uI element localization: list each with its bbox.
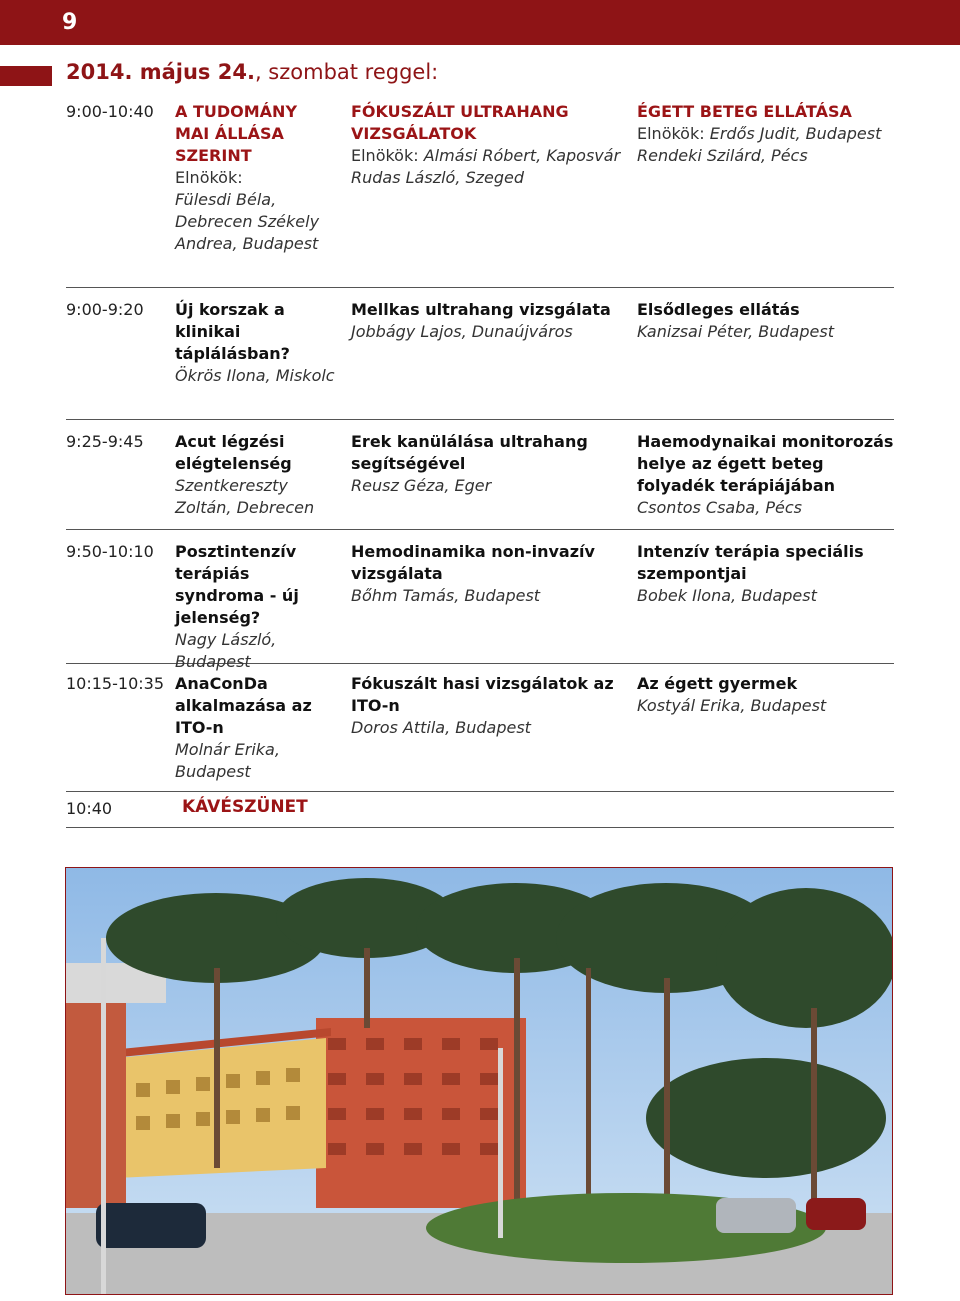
session-cell <box>175 101 335 255</box>
talk-cell <box>351 673 631 739</box>
session-cell <box>351 101 631 189</box>
divider <box>66 827 894 828</box>
talk-cell <box>351 541 631 607</box>
chairs-label: Elnökök: <box>175 168 243 187</box>
row-time: 9:00-10:40 <box>66 102 154 121</box>
speaker: Csontos Csaba, Pécs <box>637 498 802 517</box>
row-time: 9:50-10:10 <box>66 542 154 561</box>
session-title: FÓKUSZÁLT ULTRAHANG VIZSGÁLATOK <box>351 102 569 143</box>
chairs-names: Fülesdi Béla, Debrecen Székely Andrea, Budapest <box>175 190 320 253</box>
talk-title: Haemodynaikai monitorozás helye az égett beteg folyadék terápiájában <box>637 432 894 495</box>
talk-cell <box>637 431 897 519</box>
session-title: A TUDOMÁNY MAI ÁLLÁSA SZERINT <box>175 102 298 165</box>
hotel-photo <box>65 867 893 1295</box>
date-heading <box>66 60 438 84</box>
speaker: Kostyál Erika, Budapest <box>637 696 827 715</box>
speaker: Reusz Géza, Eger <box>351 476 492 495</box>
pause-label: KÁVÉSZÜNET <box>182 797 308 817</box>
schedule-row <box>66 299 894 420</box>
talk-cell <box>637 541 897 607</box>
chairs-label: Elnökök: <box>351 146 419 165</box>
speaker: Doros Attila, Budapest <box>351 718 531 737</box>
talk-cell <box>175 541 335 673</box>
talk-title: Elsődleges ellátás <box>637 300 800 319</box>
row-time: 10:15-10:35 <box>66 674 164 693</box>
talk-cell <box>351 299 631 343</box>
talk-title: Az égett gyermek <box>637 674 798 693</box>
talk-cell <box>637 673 897 717</box>
row-time: 9:25-9:45 <box>66 432 144 451</box>
talk-cell <box>351 431 631 497</box>
talk-cell <box>175 299 335 387</box>
speaker: Bobek Ilona, Budapest <box>637 586 817 605</box>
talk-title: Intenzív terápia speciális szempontjai <box>637 542 864 583</box>
page-number: 9 <box>62 10 78 35</box>
speaker: Szentkereszty Zoltán, Debrecen <box>175 476 315 517</box>
talk-title: Posztintenzív terápiás syndroma - új jelenség? <box>175 542 299 627</box>
schedule-row <box>66 541 894 671</box>
talk-title: Mellkas ultrahang vizsgálata <box>351 300 611 319</box>
speaker: Nagy László, Budapest <box>175 630 277 671</box>
schedule-row <box>66 101 894 288</box>
chairs-label: Elnökök: <box>637 124 705 143</box>
speaker: Bőhm Tamás, Budapest <box>351 586 541 605</box>
speaker: Kanizsai Péter, Budapest <box>637 322 834 341</box>
speaker: Ökrös Ilona, Miskolc <box>175 366 335 385</box>
talk-title: Fókuszált hasi vizsgálatok az ITO-n <box>351 674 614 715</box>
talk-title: Hemodinamika non-invazív vizsgálata <box>351 542 595 583</box>
talk-title: Acut légzési elégtelenség <box>175 432 292 473</box>
schedule-row <box>66 673 894 792</box>
talk-cell <box>175 431 335 519</box>
talk-cell <box>637 299 897 343</box>
hotel-illustration <box>66 868 893 1295</box>
date-marker <box>0 66 52 86</box>
header-bar <box>0 0 960 45</box>
chairs-names: Almási Róbert, Kaposvár Rudas László, Szeged <box>351 146 621 187</box>
chairs-names: Erdős Judit, Budapest Rendeki Szilárd, Pécs <box>637 124 882 165</box>
speaker: Jobbágy Lajos, Dunaújváros <box>351 322 573 341</box>
date-heading-bold: 2014. május 24. <box>66 60 255 84</box>
speaker: Molnár Erika, Budapest <box>175 740 280 781</box>
talk-title: Új korszak a klinikai táplálásban? <box>175 300 290 363</box>
session-title: ÉGETT BETEG ELLÁTÁSA <box>637 102 852 121</box>
schedule-row <box>66 431 894 530</box>
session-cell <box>637 101 897 167</box>
talk-cell <box>175 673 335 783</box>
talk-title: AnaConDa alkalmazása az ITO-n <box>175 674 312 737</box>
date-heading-rest: , szombat reggel: <box>254 60 439 84</box>
row-time: 9:00-9:20 <box>66 300 144 319</box>
pause-time: 10:40 <box>66 799 113 818</box>
talk-title: Erek kanülálása ultrahang segítségével <box>351 432 588 473</box>
